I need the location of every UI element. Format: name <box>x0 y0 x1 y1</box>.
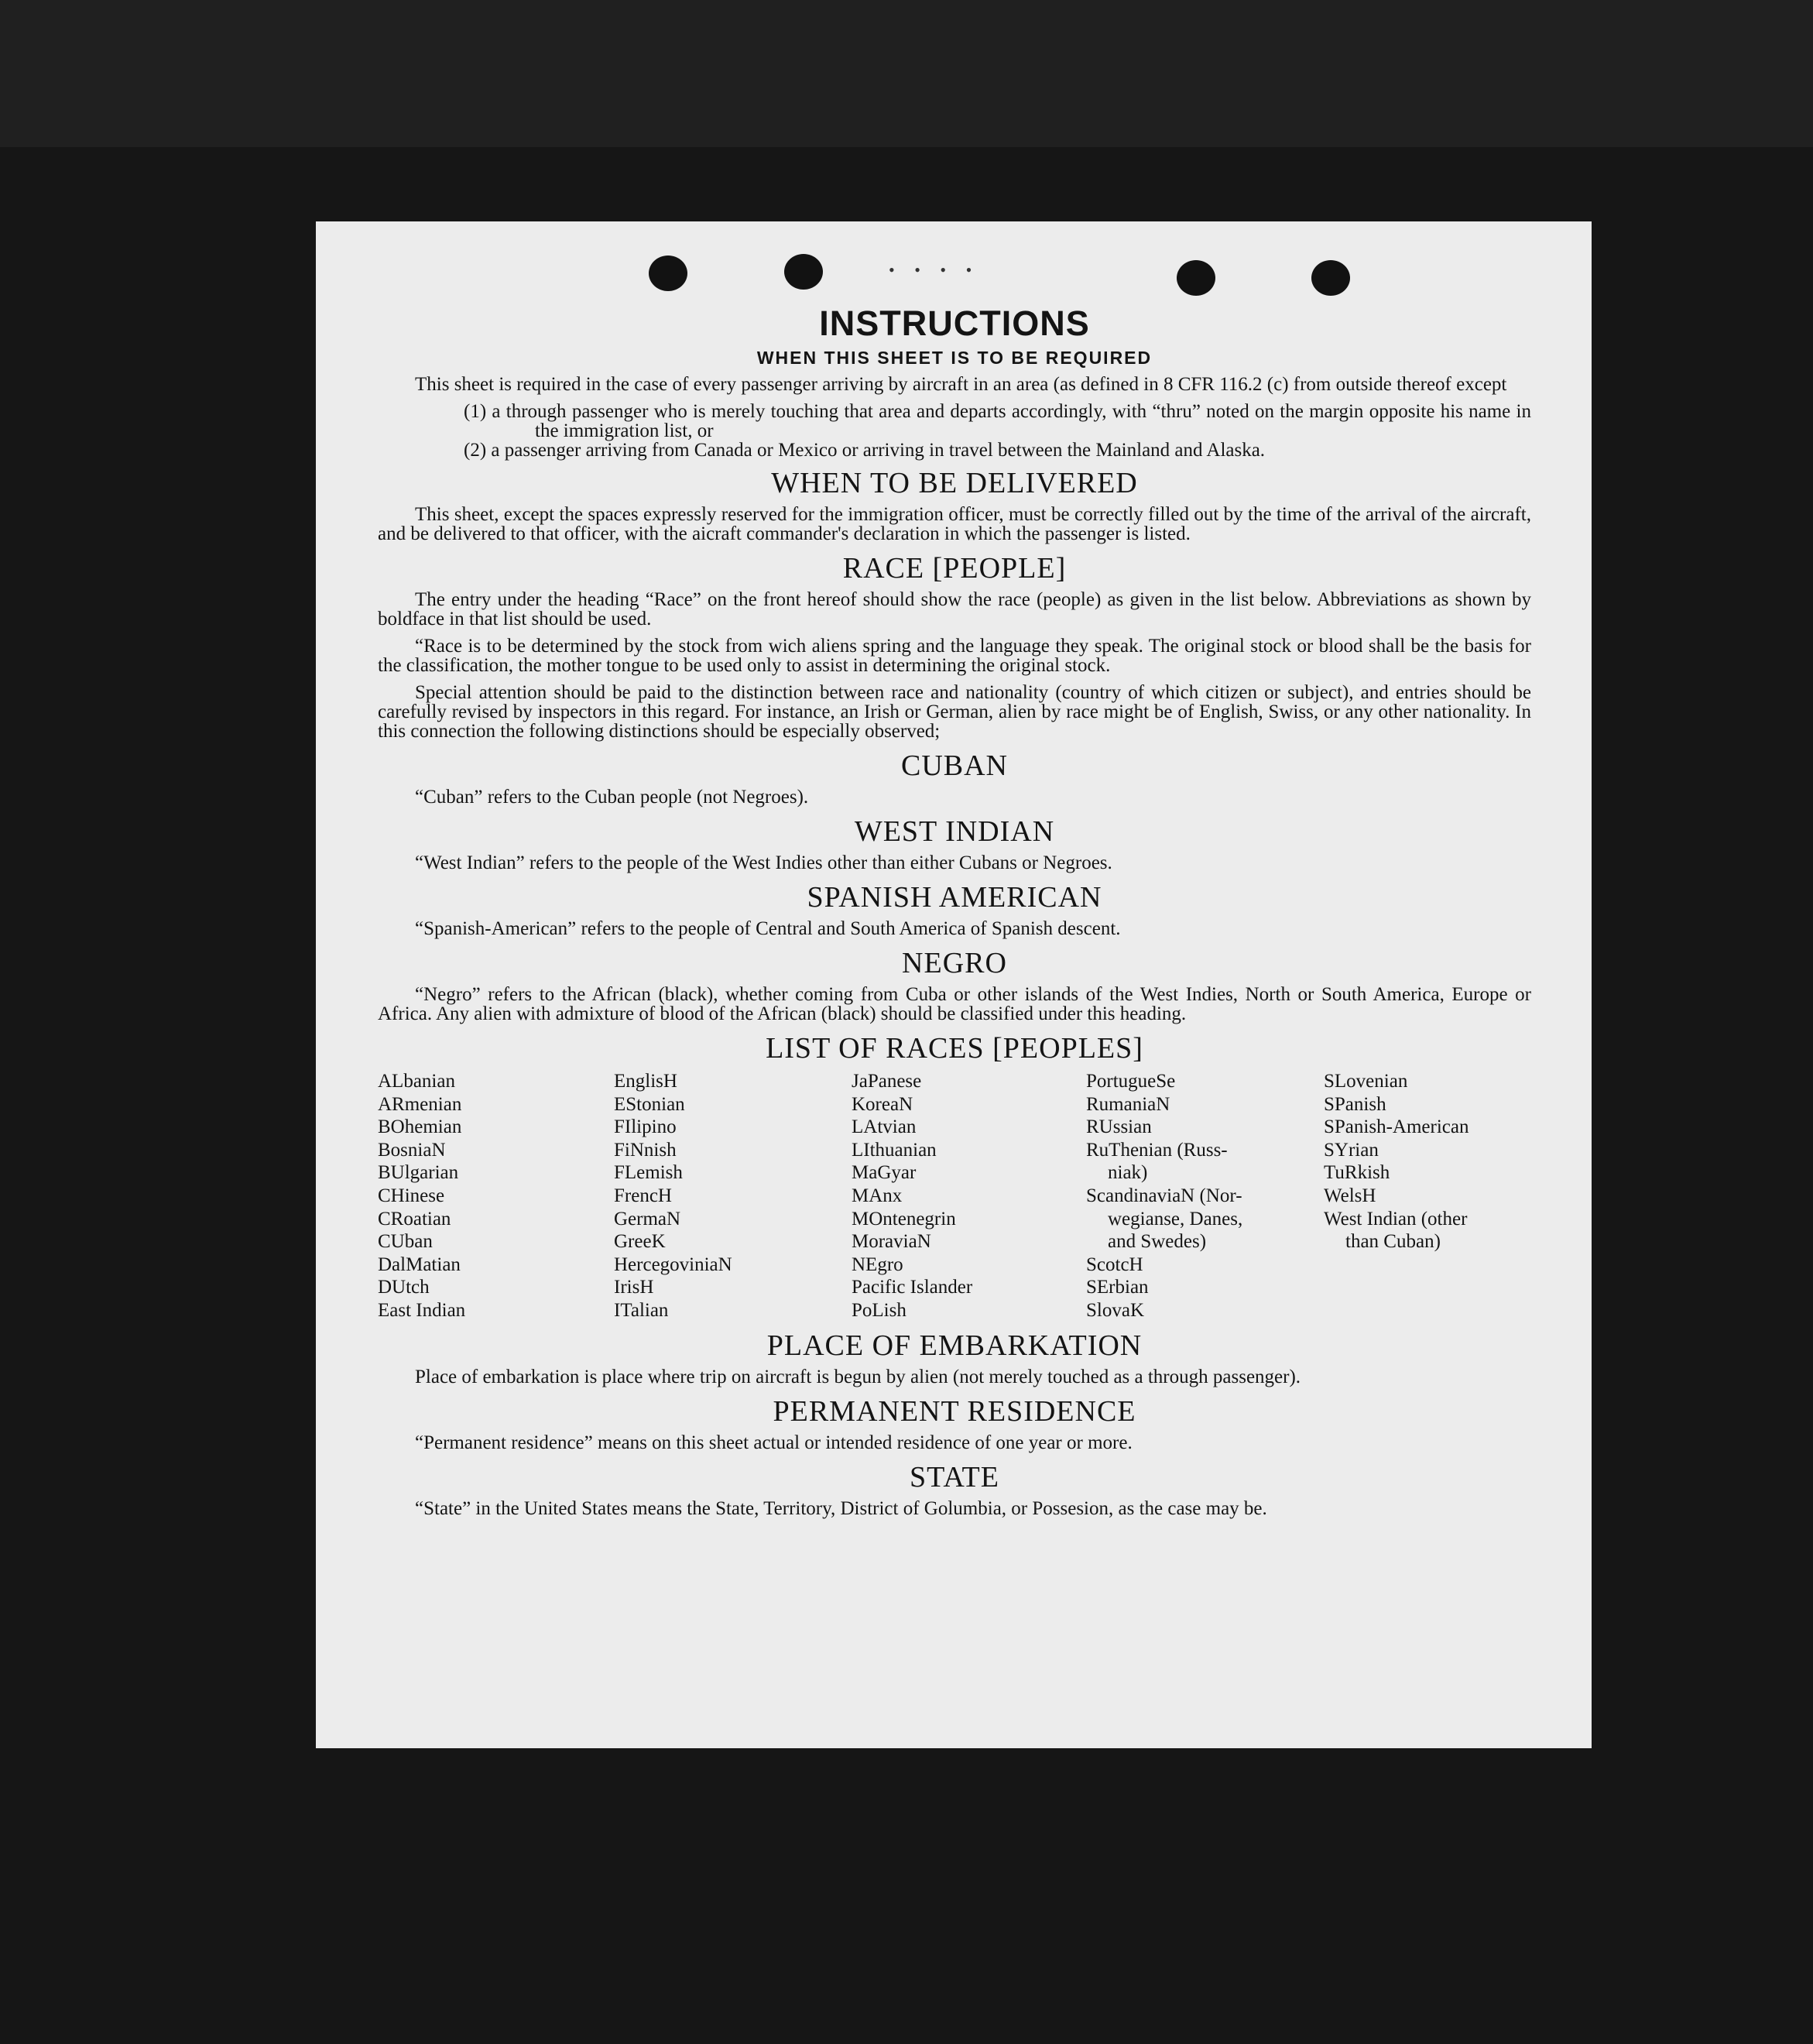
race-item: BosniaN <box>378 1139 446 1161</box>
race-item: FIlipino <box>614 1116 677 1138</box>
page-subtitle: WHEN THIS SHEET IS TO BE REQUIRED <box>756 348 1153 368</box>
race-item: GermaN <box>614 1208 681 1229</box>
race-item: LIthuanian <box>852 1139 937 1161</box>
race-item: JaPanese <box>852 1071 922 1092</box>
race-item: CRoatian <box>378 1208 451 1229</box>
race-item: HercegoviniaN <box>614 1253 732 1275</box>
section-heading: RACE [PEOPLE] <box>842 552 1067 585</box>
race-item: RUssian <box>1086 1116 1152 1138</box>
section-text: The entry under the heading “Race” on the front hereof should show the race (people) as given in the list below. Abbreviations as shown by boldface in that list should be used. <box>378 589 1531 629</box>
race-item: SPanish <box>1324 1093 1386 1115</box>
race-item: MoraviaN <box>852 1231 931 1253</box>
race-item: East Indian <box>378 1299 466 1321</box>
race-item: WelsH <box>1324 1185 1376 1206</box>
race-item: CUban <box>378 1231 433 1253</box>
section-heading: WEST INDIAN <box>854 815 1055 848</box>
section-heading: PLACE OF EMBARKATION <box>766 1329 1143 1362</box>
section-text: Special attention should be paid to the distinction between race and nationality (country of which citizen or subject), and entries should be carefully revised by inspectors in this regard. For instance, an Irish or German, alien by race might be of English, Swiss, or any other nationality. In this connection the following distinctions should be especially observed; <box>378 682 1531 742</box>
exception-item: (2) a passenger arriving from Canada or Mexico or arriving in travel between the Mainland and Alaska. <box>464 440 1266 461</box>
race-item: ScotcH <box>1086 1253 1143 1275</box>
race-item: LAtvian <box>852 1116 917 1138</box>
race-item: CHinese <box>378 1185 445 1206</box>
race-item: SYrian <box>1324 1139 1379 1161</box>
race-item: PoLish <box>852 1299 906 1321</box>
races-column <box>852 1070 1086 1322</box>
race-item: BUlgarian <box>378 1162 459 1184</box>
races-list <box>378 1070 1531 1322</box>
race-item-continuation: than Cuban) <box>1345 1231 1441 1253</box>
race-item: FLemish <box>614 1162 683 1184</box>
race-item: ITalian <box>614 1299 669 1321</box>
race-item: MOntenegrin <box>852 1208 956 1229</box>
section-heading: NEGRO <box>902 947 1007 979</box>
section-heading: LIST OF RACES [PEOPLES] <box>766 1032 1143 1065</box>
race-item: SLovenian <box>1324 1071 1408 1092</box>
section-heading: PERMANENT RESIDENCE <box>773 1394 1136 1428</box>
race-item: IrisH <box>614 1277 654 1298</box>
race-item: West Indian (other <box>1324 1208 1468 1229</box>
section-text: This sheet, except the spaces expressly reserved for the immigration officer, must be correctly filled out by the time of the arrival of the aircraft, and be delivered to that officer, with the aicraft commander's declaration in which the passenger is listed. <box>378 504 1531 544</box>
race-item: ScandinaviaN (Nor- <box>1086 1185 1242 1206</box>
race-item-continuation: wegianse, Danes, <box>1108 1208 1243 1229</box>
race-item-continuation: and Swedes) <box>1108 1231 1207 1253</box>
race-item: MAnx <box>852 1185 903 1206</box>
section-text: “State” in the United States means the State, Territory, District of Golumbia, or Possesion, as the case may be. <box>415 1497 1267 1519</box>
race-item: SErbian <box>1086 1277 1149 1298</box>
race-item: Pacific Islander <box>852 1277 973 1298</box>
race-item: EStonian <box>614 1093 685 1115</box>
section-heading: SPANISH AMERICAN <box>807 881 1102 914</box>
races-column <box>378 1070 614 1322</box>
section-text: “West Indian” refers to the people of the West Indies other than either Cubans or Negroes. <box>415 852 1112 873</box>
race-item: MaGyar <box>852 1162 917 1184</box>
race-item: SPanish-American <box>1324 1116 1469 1138</box>
section-text: Place of embarkation is place where trip on aircraft is begun by alien (not merely touched as a through passenger). <box>415 1366 1301 1387</box>
section-text: “Cuban” refers to the Cuban people (not Negroes). <box>415 787 809 808</box>
race-item: RumaniaN <box>1086 1093 1170 1115</box>
race-item: FrencH <box>614 1185 672 1206</box>
race-item <box>1324 1230 1531 1253</box>
page-title: INSTRUCTIONS <box>819 304 1090 343</box>
race-item: PortugueSe <box>1086 1071 1176 1092</box>
race-item: ALbanian <box>378 1071 455 1092</box>
section-heading: STATE <box>910 1460 999 1494</box>
race-item: FiNnish <box>614 1139 677 1161</box>
race-item: GreeK <box>614 1231 666 1253</box>
race-item: ARmenian <box>378 1093 462 1115</box>
races-column <box>1324 1070 1531 1322</box>
exception-item: (1) a through passenger who is merely touching that area and departs accordingly, with “thru” noted on the margin opposite his name in the immigration list, or <box>464 401 1531 441</box>
section-text: “Negro” refers to the African (black), whether coming from Cuba or other islands of the West Indies, North or South America, Europe or Africa. Any alien with admixture of blood of the African (black) should be classified under this heading. <box>378 984 1531 1024</box>
race-item: SlovaK <box>1086 1299 1144 1321</box>
race-item: TuRkish <box>1324 1162 1390 1184</box>
race-item: DalMatian <box>378 1253 461 1275</box>
scanner-top-band <box>0 0 1813 147</box>
race-item <box>1086 1230 1324 1253</box>
section-text: “Permanent residence” means on this sheet actual or intended residence of one year or more. <box>415 1432 1133 1453</box>
punch-dots: • • • • <box>889 260 980 280</box>
intro-paragraph: This sheet is required in the case of every passenger arriving by aircraft in an area (as defined in 8 CFR 116.2 (c) from outside thereof except <box>415 374 1507 395</box>
races-column <box>614 1070 852 1322</box>
race-item: NEgro <box>852 1253 903 1275</box>
race-item-continuation: niak) <box>1108 1162 1148 1184</box>
section-heading: CUBAN <box>900 749 1009 782</box>
race-item <box>1086 1208 1324 1231</box>
section-heading: WHEN TO BE DELIVERED <box>771 467 1138 499</box>
punch-hole <box>784 254 823 290</box>
document-page <box>316 221 1592 1748</box>
race-item: RuThenian (Russ- <box>1086 1139 1228 1161</box>
race-item <box>1086 1161 1324 1185</box>
race-item: KoreaN <box>852 1093 913 1115</box>
section-text: “Race is to be determined by the stock from wich aliens spring and the language they speak. The original stock or blood shall be the basis for the classification, the mother tongue to be used only to assist in determining the original stock. <box>378 636 1531 676</box>
races-column <box>1086 1070 1324 1322</box>
punch-hole <box>1177 260 1215 296</box>
race-item: DUtch <box>378 1277 430 1298</box>
race-item: BOhemian <box>378 1116 462 1138</box>
race-item: EnglisH <box>614 1071 677 1092</box>
punch-hole <box>1311 260 1350 296</box>
punch-hole <box>649 256 687 291</box>
section-text: “Spanish-American” refers to the people of Central and South America of Spanish descent. <box>415 918 1121 939</box>
